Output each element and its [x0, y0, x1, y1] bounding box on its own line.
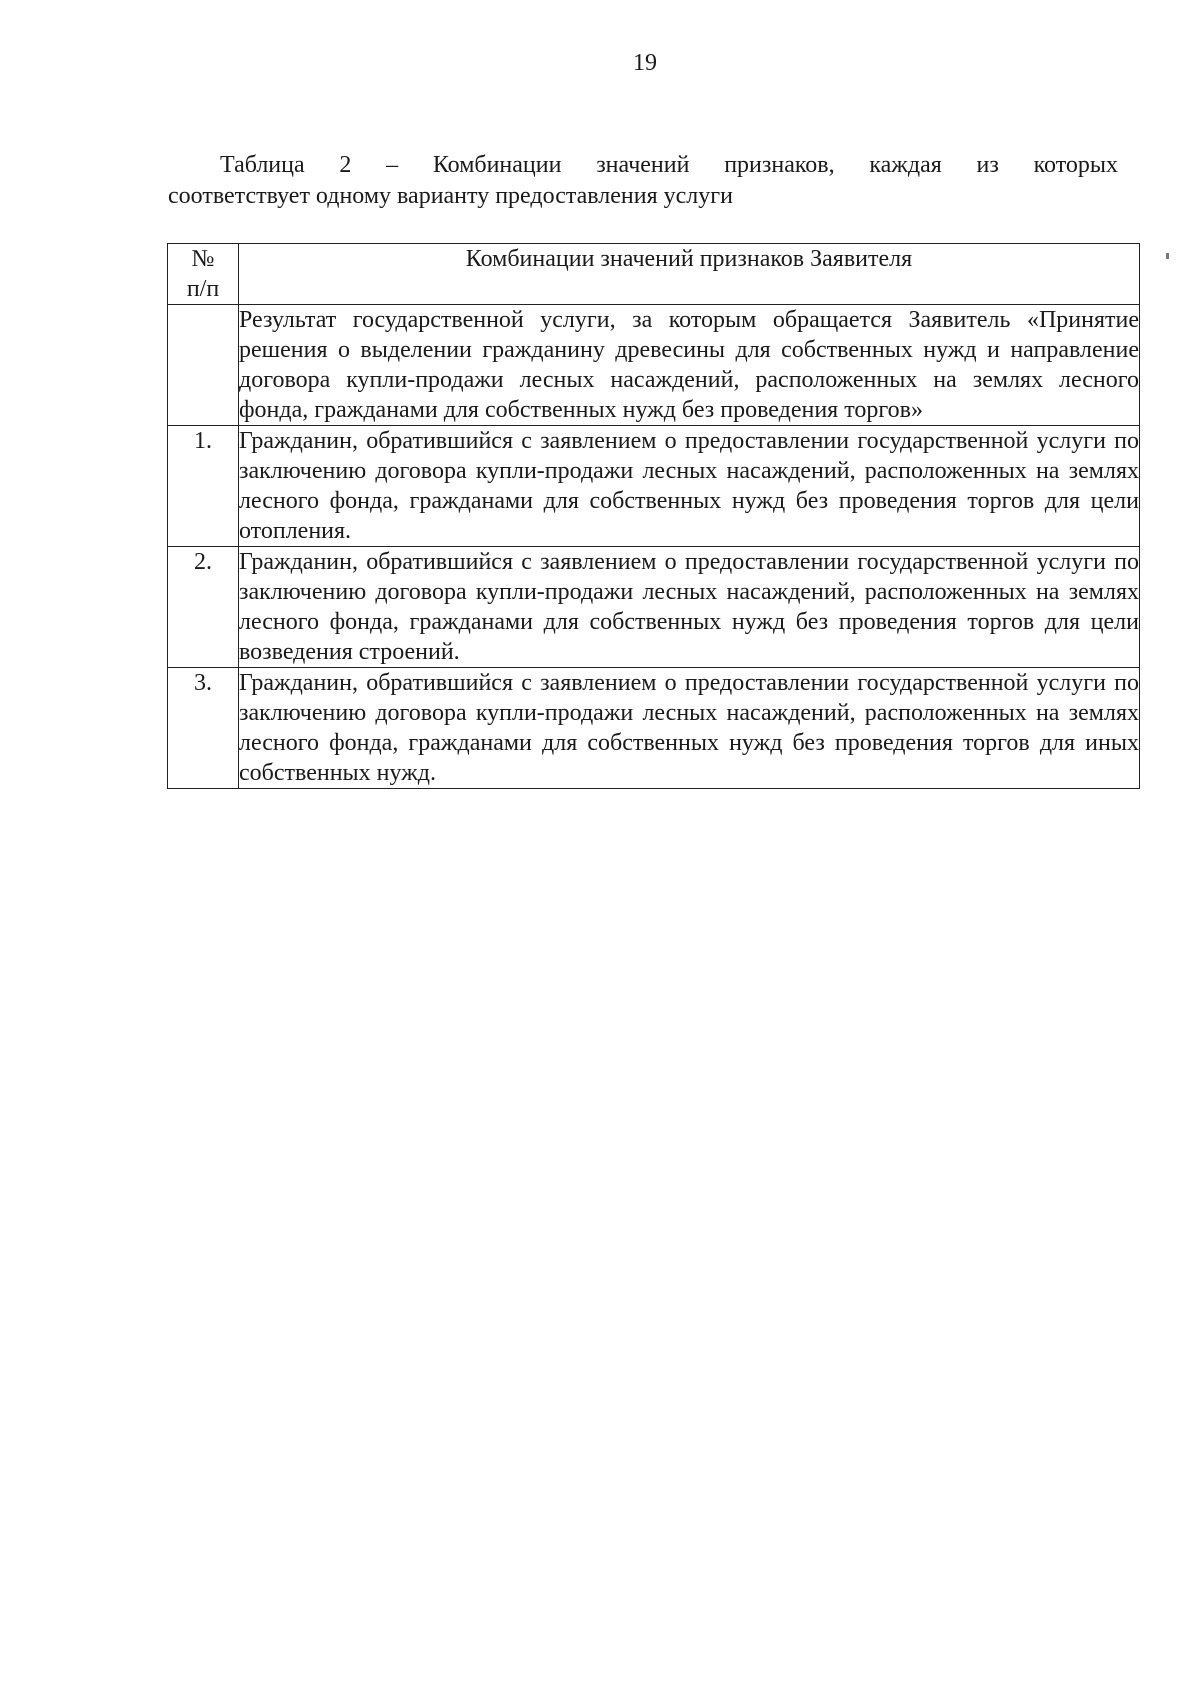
result-row-text: Результат государственной услуги, за которым обращается Заявитель «Принятие решения о выделении гражданину древесины для собственных нужд и направление договора купли-продажи лесных насаждений, расположенных на землях лесного фонда, гражданами для собственных нужд без проведения торгов» — [239, 305, 1140, 426]
attribute-combinations-table — [167, 243, 1140, 789]
result-row — [168, 305, 1140, 426]
row-text: Гражданин, обратившийся с заявлением о предоставлении государственной услуги по заключению договора купли-продажи лесных насаждений, расположенных на землях лесного фонда, гражданами для собственных нужд без проведения торгов для цели возведения строений. — [239, 547, 1140, 668]
row-number: 1. — [168, 426, 239, 547]
caption-line-1: Таблица 2 – Комбинации значений признаков, каждая из которых — [220, 152, 1118, 178]
page-number: 19 — [633, 50, 657, 76]
table-header-row — [168, 244, 1140, 305]
table-row — [168, 426, 1140, 547]
table-caption — [168, 150, 1118, 212]
row-text: Гражданин, обратившийся с заявлением о предоставлении государственной услуги по заключению договора купли-продажи лесных насаждений, расположенных на землях лесного фонда, гражданами для собственных нужд без проведения торгов для иных собственных нужд. — [239, 668, 1140, 789]
row-number: 2. — [168, 547, 239, 668]
header-combinations-cell: Комбинации значений признаков Заявителя — [239, 244, 1140, 305]
table-row — [168, 547, 1140, 668]
header-number-sign: № — [191, 246, 215, 272]
caption-line-2: соответствует одному варианту предоставления услуги — [168, 183, 733, 209]
header-number-cell — [168, 244, 239, 305]
row-text: Гражданин, обратившийся с заявлением о предоставлении государственной услуги по заключению договора купли-продажи лесных насаждений, расположенных на землях лесного фонда, гражданами для собственных нужд без проведения торгов для цели отопления. — [239, 426, 1140, 547]
row-number: 3. — [168, 668, 239, 789]
scan-artifact — [1166, 253, 1169, 259]
header-pp-label: п/п — [186, 276, 220, 302]
result-row-number — [168, 305, 239, 426]
table-row — [168, 668, 1140, 789]
